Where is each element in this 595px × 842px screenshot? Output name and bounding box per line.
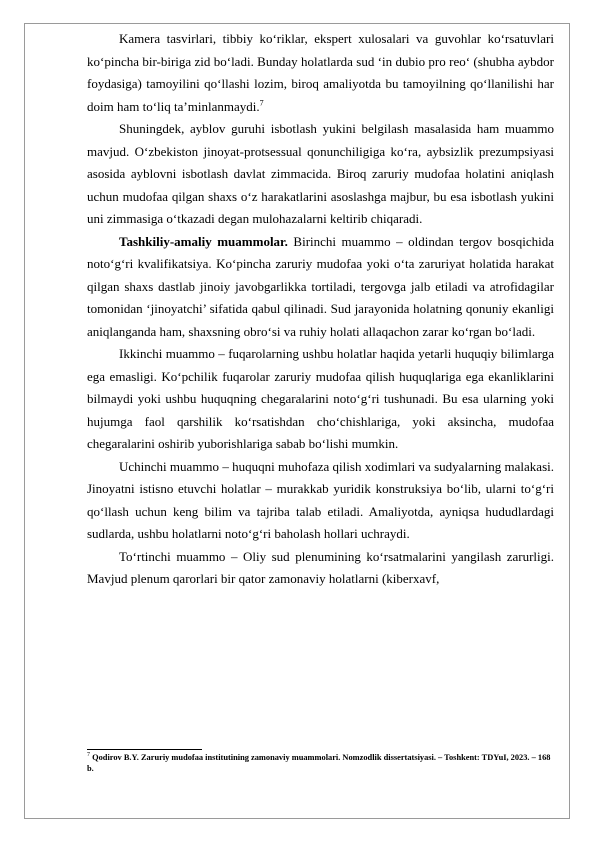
paragraph-text: Ikkinchi muammo – fuqarolarning ushbu holatlar haqida yetarli huquqiy bilimlarga ega emasligi. Ko‘pchilik fuqarolar zaruriy mudofaa qilish huquqlariga ega ekanliklarini bilmaydi yoki ushbu huquqning chegaralarini noto‘g‘ri tushunadi. Bu esa ularning yoki hujumga faol qarshilik ko‘rsatishdan cho‘chishlariga, yoki aksincha, mudofaa chegaralarini oshirib yuborishlariga sabab bo‘lishi mumkin.: [87, 346, 554, 451]
paragraph-text: Birinchi muammo – oldindan tergov bosqichida noto‘g‘ri kvalifikatsiya. Ko‘pincha zaruriy mudofaa yoki o‘ta zaruriyat holatida harakat qilgan shaxs dastlab jinoiy javobgarlikka tortiladi, tergovga jalb etiladi va atrofidagilar tomonidan ‘jinoyatchi’ sifatida qabul qilinadi. Sud jarayonida holatning qonuniy ekanligi aniqlanganda ham, shaxsning obro‘si va ruhiy holati allaqachon zarar ko‘rgan bo‘ladi.: [87, 233, 554, 339]
paragraph-5: [87, 456, 554, 546]
body-text: [87, 28, 554, 591]
section-lead: Tashkiliy-amaliy muammolar.: [119, 233, 288, 249]
paragraph-4: [87, 343, 554, 456]
paragraph-text: To‘rtinchi muammo – Oliy sud plenumining ko‘rsatmalarini yangilash zarurligi. Mavjud plenum qarorlari bir qator zamonaviy holatlarni (kiberxavf,: [87, 548, 554, 586]
paragraph-text: Uchinchi muammo – huquqni muhofaza qilish xodimlari va sudyalarning malakasi. Jinoyatni istisno etuvchi holatlar – murakkab yuridik konstruksiya bo‘lib, ularni to‘g‘ri qo‘llash uchun keng bilim va tajriba talab etiladi. Amaliyotda, ayniqsa hududlardagi sudlarda, ushbu holatlarni noto‘g‘ri baholash hollari uchraydi.: [87, 458, 554, 541]
footnote-text: Qodirov B.Y. Zaruriy mudofaa institutining zamonaviy muammolari. Nomzodlik dissertatsiyasi. – Toshkent: TDYuI, 2023. – 168 b.: [87, 753, 551, 773]
paragraph-1: [87, 28, 554, 118]
paragraph-3: [87, 231, 554, 344]
paragraph-6: [87, 546, 554, 591]
paragraph-2: [87, 118, 554, 231]
paragraph-text: Shuningdek, ayblov guruhi isbotlash yukini belgilash masalasida ham muammo mavjud. O‘zbekiston jinoyat-protsessual qonunchiligiga ko‘ra, aybsizlik prezumpsiyasi asosida ayblovni isbotlash davlat zimmacida. Biroq zaruriy mudofaa holatini aniqlash uchun mudofaa qilgan shaxs o‘z harakatlarini asoslashga majbur, bu esa isbotlash yukini uni zimmasiga o‘tkazadi degan mulohazalarni keltirib chiqaradi.: [87, 121, 554, 226]
footnote: [87, 753, 554, 774]
paragraph-text: Kamera tasvirlari, tibbiy ko‘riklar, ekspert xulosalari va guvohlar ko‘rsatuvlari ko‘pincha bir-biriga zid bo‘ladi. Bunday holatlarda sud ‘in dubio pro reo‘ (shubha aybdor foydasiga) tamoyilini qo‘llashi lozim, biroq amaliyotda bu tamoyilning qo‘llanilishi har doim ham to‘liq ta’minlanmaydi.: [87, 31, 554, 114]
footnote-number: 7: [87, 752, 90, 759]
footnote-separator: [87, 749, 202, 750]
footnote-reference[interactable]: 7: [259, 98, 264, 108]
